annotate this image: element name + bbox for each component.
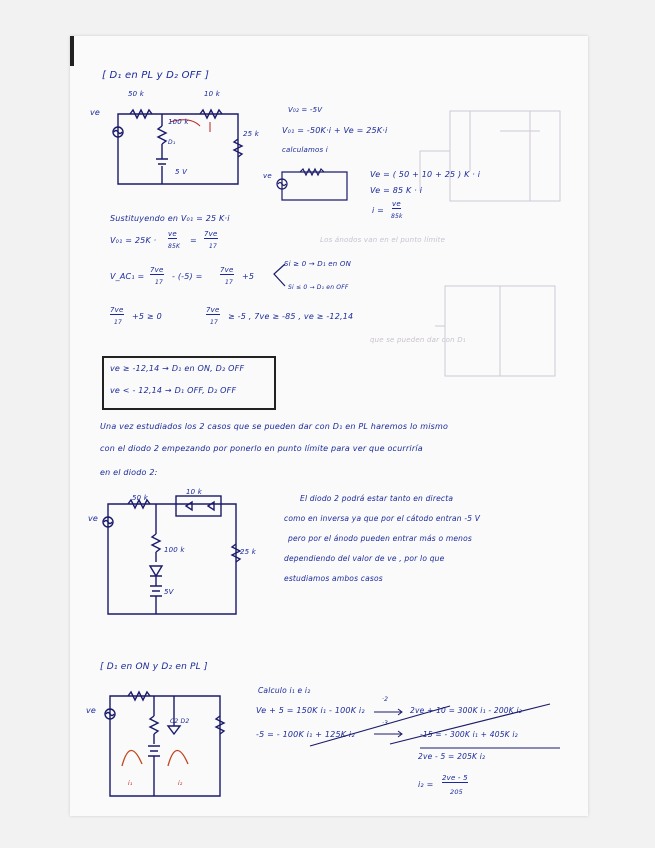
result-line-1: ve ≥ -12,14 → D₁ en ON, D₂ OFF [110,364,245,373]
va1-frac-num: ve [168,230,177,238]
paragraph-line-3: en el diodo 2: [100,468,158,477]
circuit-d1-pl-d2-off [100,94,250,204]
faded-text-a: Los ánodos van en el punto límite [320,236,446,244]
s2-note-2: como en inversa ya que por el cátodo entran -5 V [284,514,481,523]
s2-note-5: estudiamos ambos casos [284,574,383,583]
s2-label-r2: 10 k [186,488,202,496]
s2-label-r4: 25 k [240,548,256,556]
small-loop-circuit [270,164,360,204]
vac-b-num: 7ve [220,266,234,274]
circuit-d2-pl [98,494,258,619]
cond-off: Si ≤ 0 → D₁ en OFF [288,284,349,291]
label-vs: 5 V [175,168,188,176]
s3-eq6-num: 2ve - 5 [442,774,468,782]
substitution-line: Sustituyendo en V₀₁ = 25 K·i [110,214,230,223]
s2-note-1: El diodo 2 podrá estar tanto en directa [300,494,454,503]
s3-label-d: C2 D2 [170,718,190,725]
page-edge-mark [70,36,74,66]
s2-label-vs: 5V [164,588,174,596]
eq-i-den: 85k [391,213,403,220]
vac-a-den: 17 [155,279,164,286]
eq-ve-sum: Ve = ( 50 + 10 + 25 ) K · i [370,170,481,179]
paragraph-line-1: Una vez estudiados los 2 casos que se pueden dar con D₁ en PL haremos lo mismo [100,422,449,431]
s2-note-3: pero por el ánodo pueden entrar más o menos [288,534,473,543]
small-ve-label: ve [263,172,272,180]
section3-heading: [ D₁ en ON y D₂ en PL ] [100,662,208,672]
s3-eq2-tag: ·3 [382,720,389,727]
vac-mid: - (-5) = [172,272,203,281]
s3-label-i1: i₁ [128,780,133,787]
s3-eq6-lhs: i₂ = [418,780,434,789]
s2-label-r1: 50 k [132,494,148,502]
vac-tail: +5 [242,272,255,281]
s3-eq1: Ve + 5 = 150K i₁ - 100K i₂ [256,706,365,715]
s2-label-ve: ve [88,514,99,523]
eq-va2: V₀₂ = -5V [288,106,323,114]
notebook-page [70,36,588,816]
eq-i-lhs: i = [372,206,385,215]
label-r3: 100 k [168,118,189,126]
s3-eq2: -5 = - 100K i₁ + 125K i₂ [256,730,355,739]
va1-eq: = [190,236,197,245]
cond-on: Si ≥ 0 → D₁ en ON [284,260,352,268]
ineq-a: +5 ≥ 0 [132,312,162,321]
ineq-num-a: 7ve [110,306,124,314]
ineq-den-b: 17 [210,319,219,326]
ineq-num-b: 7ve [206,306,220,314]
eq-va1: V₀₁ = -50K·i + Ve = 25K·i [282,126,388,135]
circuit-d1-on-d2-pl [98,686,228,801]
result-line-2: ve < - 12,14 → D₁ OFF, D₂ OFF [110,386,237,395]
s3-eq6-den: 205 [450,788,464,796]
bleed-through-circuit-2 [425,266,575,386]
va1-lhs: V₀₁ = 25K · [110,236,157,245]
s3-eq5: 2ve - 5 = 205K i₂ [418,752,486,761]
va1-frac-den: 85K [168,243,181,250]
s3-eq3: 2ve + 10 = 300K i₁ - 200K i₂ [410,706,522,715]
s3-sum-line-and-strikes [250,696,570,756]
label-r1: 50 k [128,90,144,98]
label-d1: D₁ [168,139,176,146]
ineq-den-a: 17 [114,319,123,326]
s3-label-ve: ve [86,706,97,715]
eq-ve-85k: Ve = 85 K · i [370,186,423,195]
s3-eq4: -15 = - 300K i₁ + 405K i₂ [420,730,518,739]
calc-note: calculamos i [282,146,328,154]
s3-label-i2: i₂ [178,780,183,787]
va1-res-num: 7ve [204,230,218,238]
label-r4: 25 k [243,130,259,138]
s2-label-r3: 100 k [164,546,185,554]
label-r2: 10 k [204,90,220,98]
bleed-through-circuit-1 [410,91,570,221]
va1-res-den: 17 [209,243,218,250]
paragraph-line-2: con el diodo 2 empezando por ponerlo en punto límite para ver que ocurriría [100,444,423,453]
s3-eq1-tag: ·2 [382,696,389,703]
faded-text-b: que se pueden dar con D₁ [370,336,466,344]
s2-note-4: dependiendo del valor de ve , por lo que [284,554,445,563]
vac-lhs: V_AC₁ = [110,272,145,281]
ineq-b: ≥ -5 , 7ve ≥ -85 , ve ≥ -12,14 [228,312,354,321]
section1-heading: [ D₁ en PL y D₂ OFF ] [102,70,210,81]
label-ve: ve [90,108,101,117]
vac-b-den: 17 [225,279,234,286]
s3-calc: Calculo i₁ e i₂ [258,686,311,695]
vac-a-num: 7ve [150,266,164,274]
eq-i-num: ve [392,200,401,208]
